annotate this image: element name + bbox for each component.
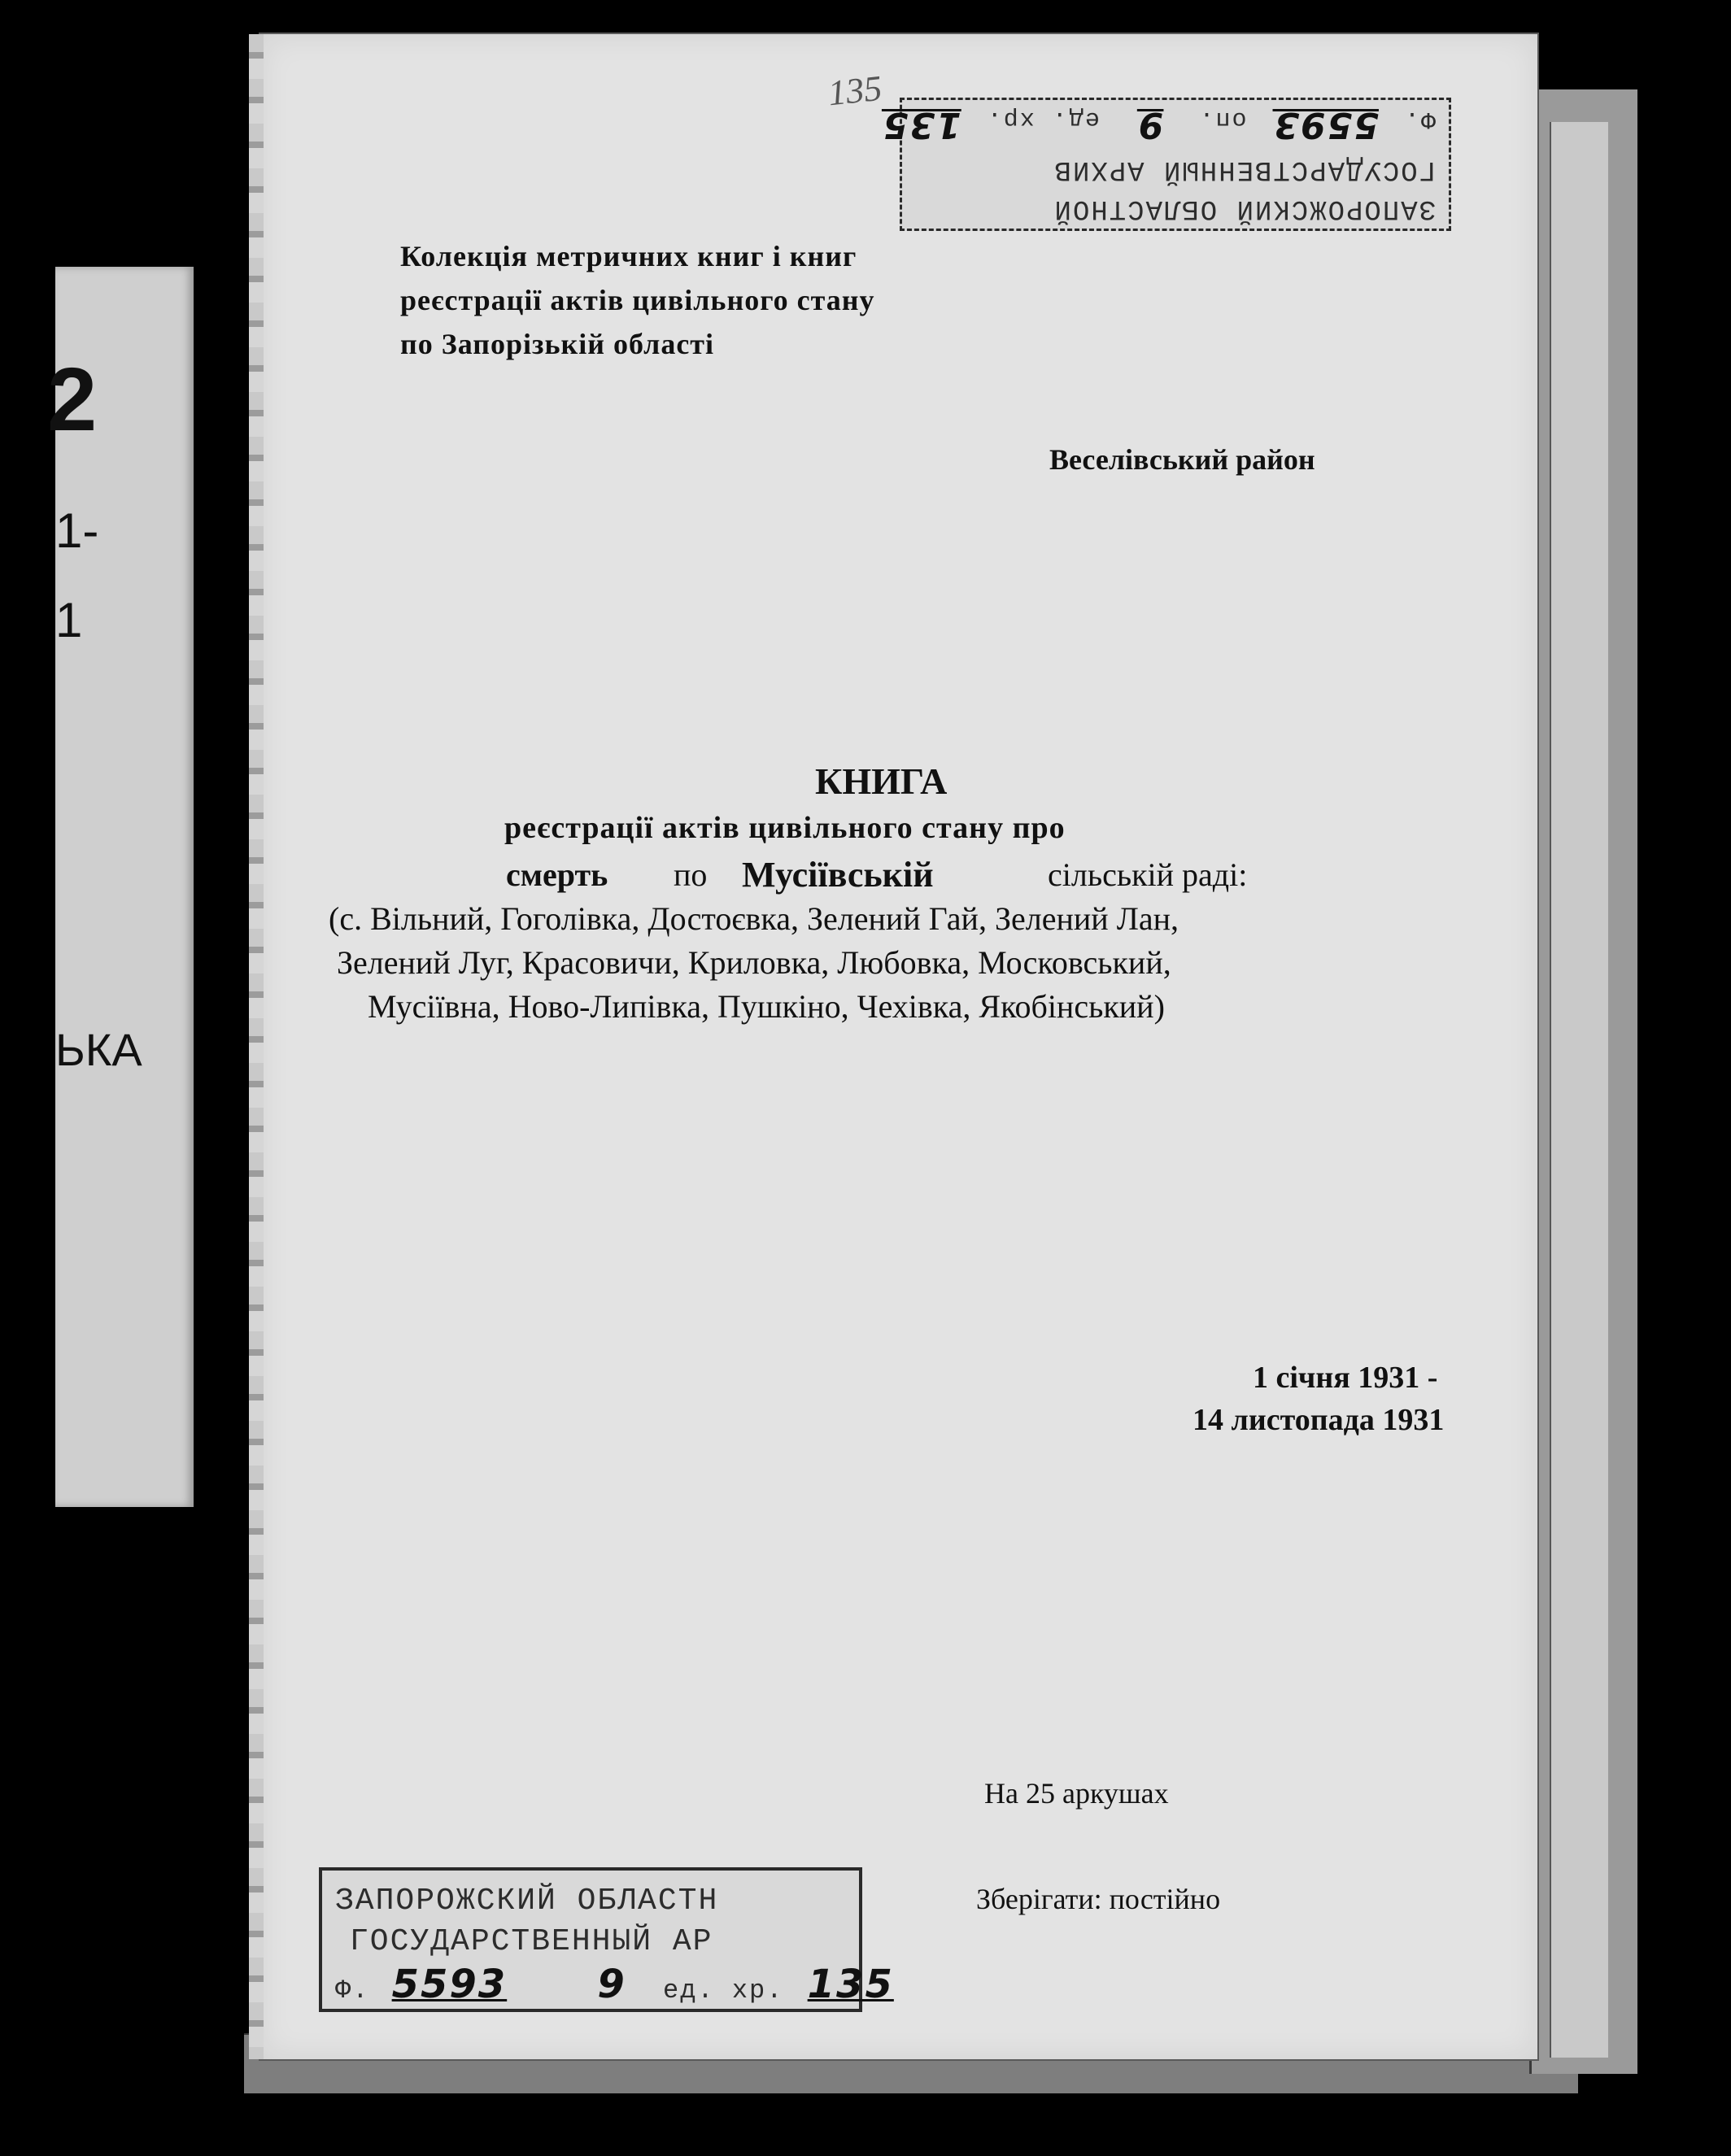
stamp-top-line-1: ЗАПОРОЖСКИЙ ОБЛАСТНОЙ <box>1053 193 1436 224</box>
collection-line-2: реєстрації актів цивільного стану <box>400 284 875 316</box>
villages-line-1: (с. Вільний, Гоголівка, Достоєвка, Зелений Гай, Зелений Лан, <box>329 900 1179 937</box>
title-death: смерть <box>506 856 608 893</box>
folio-number: 135 <box>826 68 884 114</box>
stamp-top-unit-label: ед. хр. <box>985 105 1100 133</box>
stamp-bottom-fond: 5593 <box>391 1962 508 2007</box>
folder-spine-label <box>47 267 194 1507</box>
stamp-bottom-line-2: ГОСУДАРСТВЕННЫЙ АР <box>350 1924 713 1959</box>
stamp-bottom-ref <box>335 1962 894 2007</box>
book-title: КНИГА <box>815 760 948 802</box>
spine-fragment: ЬКА <box>55 1024 142 1075</box>
document-page <box>260 34 1537 2059</box>
villages-line-2: Зелений Луг, Красовичи, Криловка, Любовка, Московський, <box>337 944 1171 981</box>
back-sheet-inner <box>1550 122 1608 2058</box>
collection-line-1: Колекція метричних книг і книг <box>400 240 857 272</box>
title-line-1: реєстрації актів цивільного стану про <box>504 811 1066 845</box>
title-council: сільській раді: <box>1048 856 1248 893</box>
collection-line-3: по Запорізькій області <box>400 328 714 360</box>
retention-period: Зберігати: постійно <box>976 1883 1221 1915</box>
title-po: по <box>674 856 708 893</box>
district-name: Веселівський район <box>1049 443 1315 476</box>
stamp-bottom-unit-label: ед. хр. <box>663 1975 784 2006</box>
stamp-top-ref <box>882 104 1436 146</box>
date-end: 14 листопада 1931 <box>1193 1403 1445 1437</box>
stamp-bottom-fond-label: Ф. <box>335 1975 370 2006</box>
archive-stamp-bottom <box>319 1867 894 2012</box>
stamp-bottom-unit: 135 <box>807 1962 894 2007</box>
stamp-bottom-opis: 9 <box>597 1962 626 2007</box>
archive-stamp-top <box>881 98 1451 231</box>
villages-line-3: Мусіївна, Ново-Липівка, Пушкіно, Чехівка, Якобінський) <box>368 988 1165 1025</box>
stamp-bottom-line-1: ЗАПОРОЖСКИЙ ОБЛАСТН <box>335 1884 719 1919</box>
stamp-top-unit: 135 <box>881 104 961 146</box>
stamp-top-opis-label: оп. <box>1197 105 1247 133</box>
spine-fragment: 2 <box>47 350 98 450</box>
stamp-top-fond-label: Ф. <box>1402 105 1436 133</box>
village-council-name: Мусіївській <box>742 855 934 895</box>
stamp-top-line-2: ГОСУДАРСТВЕННЫЙ АРХИВ <box>1053 154 1436 185</box>
date-start: 1 січня 1931 - <box>1253 1361 1438 1395</box>
stamp-top-fond: 5593 <box>1272 104 1379 146</box>
spine-fragment: 1 <box>55 593 83 647</box>
sheet-count: На 25 аркушах <box>984 1777 1169 1810</box>
spine-fragment: 1- <box>55 503 99 558</box>
stamp-top-opis: 9 <box>1136 104 1164 146</box>
